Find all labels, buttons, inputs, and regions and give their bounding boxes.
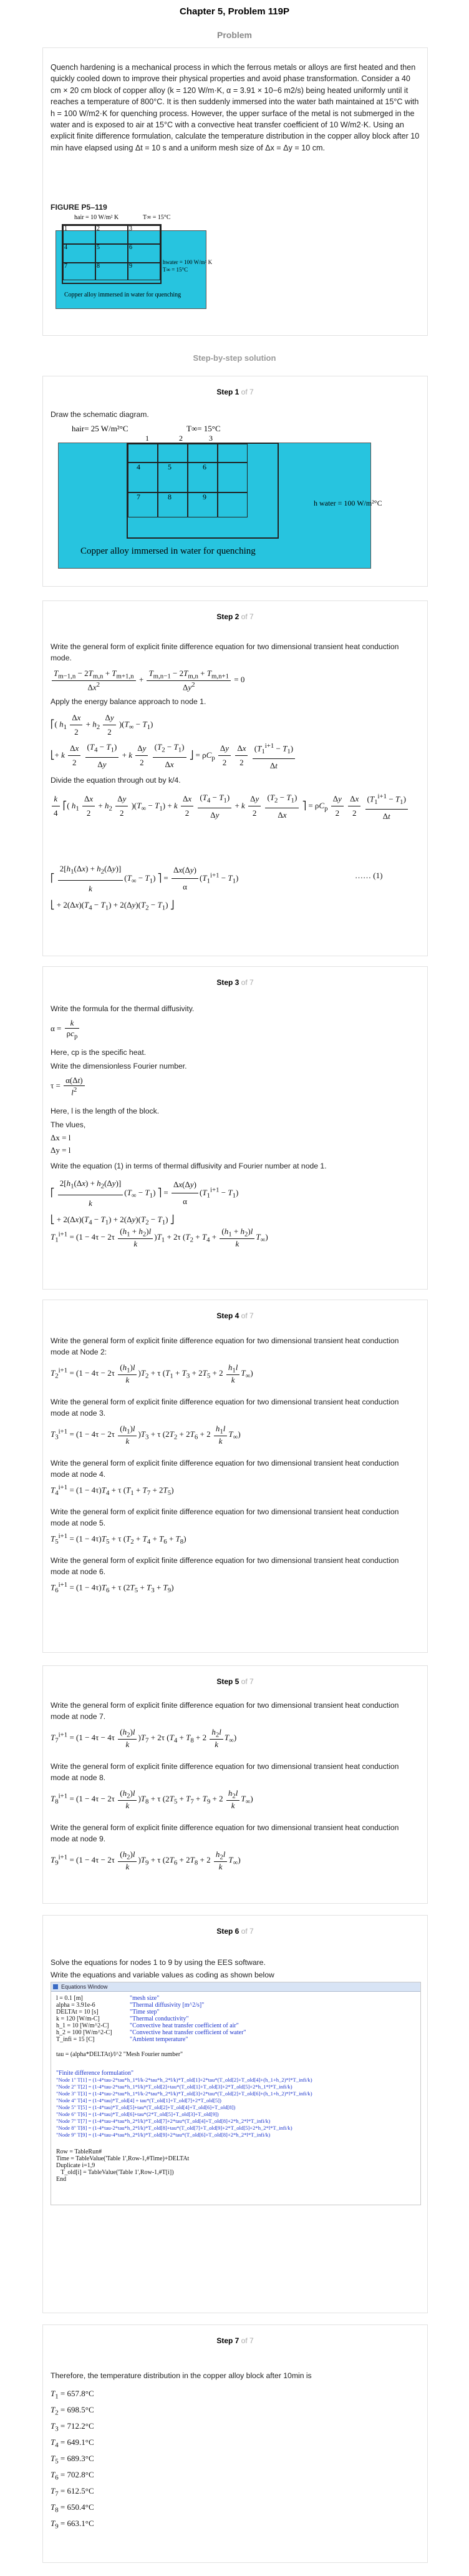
step-text: The vlues, xyxy=(51,1120,86,1129)
step-text: Write the general form of explicit finite difference equation for two dimensional transient heat conduction mode at node 6. xyxy=(51,1556,399,1576)
figure-caption: Copper alloy immersed in water for quenching xyxy=(64,291,181,298)
code-comment: "Thermal conductivity" xyxy=(130,2015,189,2022)
problem-figure xyxy=(56,214,218,314)
step-title: Step 3 of 7 xyxy=(216,978,254,987)
node-label: 9 xyxy=(203,492,206,501)
step-text: Write the equations and variable values as coding as shown below xyxy=(51,1971,274,1979)
step-title: Step 4 of 7 xyxy=(216,1311,254,1320)
code-line: T_old[i] = TableValue('Table 1',Row-1,#T[i]) xyxy=(56,2169,174,2176)
figure-label: FIGURE P5–119 xyxy=(51,203,107,212)
code-line: Time = TableValue('Table 1',Row-1,#Time)+DELTAt xyxy=(56,2155,190,2162)
node-label: 2 xyxy=(179,434,183,443)
schematic-caption: Copper alloy immersed in water for quenching xyxy=(80,546,256,556)
figure-h-water: hwater = 100 W/m² K xyxy=(163,259,213,265)
figure-t-inf: T∞ = 15°C xyxy=(143,214,171,221)
step-1-card xyxy=(42,376,428,587)
equation: $T_3^{i+1} = (1 - 4\tau - 2\tau$ $\frac{(h_1)l}{k}$ )$T_3 + \tau$ ($2T_2 + 2T_6 + 2$ $\frac{h_1l}{k}$ $T_\infty$) xyxy=(51,1424,241,1446)
result-item: $T_4 = 649.1^\circ C$ xyxy=(51,2437,94,2449)
step-text: Here, cp is the specific heat. xyxy=(51,1048,147,1057)
equation: $T_7^{i+1} = (1 - 4\tau - 4\tau$ $\frac{(h_2)l}{k}$ )$T_7 + 2\tau$ ($T_4 + T_8 + 2$ $\frac{h_2l}{k}$ $T_\infty$) xyxy=(51,1727,237,1749)
code-line: "Node 8" T[8] = (1-4*tau-2*tau*h_2*l/k)*T_old[8]+tau*(T_old[7]+T_old[9]+2*T_old[5]+2*h_2*l*T_infi/k) xyxy=(56,2125,293,2131)
result-item: $T_3 = 712.2^\circ C$ xyxy=(51,2421,94,2433)
step-text: Write the general form of explicit finite difference equation for two dimensional transient heat conduction mode at node 5. xyxy=(51,1507,399,1527)
equation: $T_8^{i+1} = (1 - 4\tau - 2\tau$ $\frac{(h_2)l}{k}$ )$T_8 + \tau$ ($2T_5 + T_7 + T_9 + 2$ $\frac{h_2l}{k}$ $T_\infty$) xyxy=(51,1788,253,1810)
equation: τ = $\frac{\alpha(\Delta t)}{l^2}$ xyxy=(51,1075,86,1097)
step-text: Write the general form of explicit finite difference equation for two dimensional transient heat conduction mode at node 3. xyxy=(51,1398,399,1418)
node-label: 1 xyxy=(145,434,149,443)
code-line: DELTAt = 10 [s] xyxy=(56,2009,99,2015)
node-label: 1 xyxy=(64,225,67,232)
copper-grid xyxy=(62,224,162,284)
step-text: Write the general form of explicit finite difference equation for two dimensional transient heat conduction mode at Node 2: xyxy=(51,1336,399,1356)
node-label: 6 xyxy=(129,244,132,251)
step-text: Write the formula for the thermal diffusivity. xyxy=(51,1004,195,1013)
step-text: Write the general form of explicit finite difference equation for two dimensional transient heat conduction mode. xyxy=(51,642,399,662)
result-item: $T_9 = 663.1^\circ C$ xyxy=(51,2519,94,2530)
equation: ⎡( $h_1$ $\frac{\Delta x}{2}$ + $h_2$ $\frac{\Delta y}{2}$ )$(T_\infty - T_1)$ ⎣+ k $\frac{\Delta x}{2}$ $\frac{(T_4 - T_1)}{\Delta y}$ + k $\frac{\Delta y}{2}$ $\frac{(T_2 - T_1)}{\Delta x}$ ⎦ = $\rho C_p$ $\frac{\Delta y}{2}$ $\frac{\Delta x}{2}$ $\frac{(T_1^{i+1} - T_1)}{\Delta t}$ xyxy=(51,711,296,773)
step-text: Write the general form of explicit finite difference equation for two dimensional transient heat conduction mode at node 4. xyxy=(51,1459,399,1479)
figure-h-air: hair = 10 W/m² K xyxy=(74,214,119,221)
h-water-label: h water = 100 W/m²°C xyxy=(314,499,382,507)
equations-window-icon xyxy=(53,1984,58,1989)
code-line: "Node 4" T[4] = (1-4*tau)*T_old[4] + tau*(T_old[1]+T_old[7]+2*T_old[5]) xyxy=(56,2097,221,2103)
step-title: Step 1 of 7 xyxy=(216,388,254,396)
step-3-card xyxy=(42,966,428,1290)
code-line: k = 120 [W/m-C] xyxy=(56,2015,100,2022)
result-item: $T_7 = 612.5^\circ C$ xyxy=(51,2486,94,2498)
code-line: "Node 2" T[2] = (1-4*tau-2*tau*h_1*l/k)*T_old[2]+tau*(T_old[1]+T_old[3]+2*T_old[5]+2*h_1*l*T_infi/k) xyxy=(56,2084,293,2090)
step-text: Write the general form of explicit finite difference equation for two dimensional transient heat conduction mode at node 8. xyxy=(51,1762,399,1782)
step-text: Divide the equation through out by k/4. xyxy=(51,776,181,785)
solution-heading: Step-by-step solution xyxy=(193,353,276,363)
equation: $T_5^{i+1} = (1 - 4\tau)T_5 + \tau$ $(T_2 + T_4 + T_6 + T_8)$ xyxy=(51,1532,186,1545)
step-title: Step 7 of 7 xyxy=(216,2336,254,2345)
equation: $\frac{k}{4}$ ⎡( $h_1$ $\frac{\Delta x}{2}$ + $h_2$ $\frac{\Delta y}{2}$ )$(T_\infty - T_1) + k$ $\frac{\Delta x}{2}$ $\frac{(T_4 - T_1)}{\Delta y}$ + k $\frac{\Delta y}{2}$ $\frac{(T_2 - T_1)}{\Delta x}$ ⎤ = $\rho C_p$ $\frac{\Delta y}{2}$ $\frac{\Delta x}{2}$ $\frac{(T_1^{i+1} - T_1)}{\Delta t}$ xyxy=(51,790,409,823)
result-item: $T_2 = 698.5^\circ C$ xyxy=(51,2405,94,2417)
code-line: h_2 = 100 [W/m^2-C] xyxy=(56,2029,112,2036)
step-title: Step 5 of 7 xyxy=(216,1677,254,1686)
ees-equations-window[interactable] xyxy=(51,1982,421,2205)
step-7-card xyxy=(42,2324,428,2563)
equation: $\frac{T_{m-1,n} - 2T_{m,n} + T_{m+1,n}}{\Delta x^2}$ + $\frac{T_{m,n-1} - 2T_{m,n} + T_{m,n+1}}{\Delta y^2}$ = 0 xyxy=(51,668,244,692)
code-comment: "Time step" xyxy=(130,2009,160,2015)
step-text: Write the dimensionless Fourier number. xyxy=(51,1062,187,1070)
equation: Δy = l xyxy=(51,1145,71,1155)
result-item: $T_8 = 650.4^\circ C$ xyxy=(51,2502,94,2514)
node-label: 5 xyxy=(168,463,172,471)
node-label: 5 xyxy=(97,244,100,251)
problem-card xyxy=(42,47,428,336)
step-title: Step 2 of 7 xyxy=(216,612,254,621)
code-line: tau = (alpha*DELTAt)/l^2 "Mesh Fourier number" xyxy=(56,2051,183,2058)
equation: ⎡ $\frac{2[h_1(\Delta x) + h_2(\Delta y)]}{k}$ $(T_\infty - T_1)$ ⎤ = $\frac{\Delta x(\Delta y)}{\alpha}$ $(T_1^{i+1} - T_1)$ ⎣ + $2(\Delta x)(T_4 - T_1) + 2(\Delta y)(T_2 - T_1)$ ⎦ xyxy=(51,1175,238,1230)
problem-heading: Problem xyxy=(216,30,252,40)
step-text: Therefore, the temperature distribution in the copper alloy block after 10min is xyxy=(51,2371,312,2380)
node-label: 6 xyxy=(203,463,206,471)
problem-text: Quench hardening is a mechanical process in which the ferrous metals or alloys are first heated and then quickly cooled down to improve their physical properties and avoid phase transformation. Consider a 40 cm × 20 cm block of copper alloy (k = 120 W/m·K, α = 3.91 × 10−6 m2/s) being heated uniformly until it reaches a temperature of 800°C. It is then suddenly immersed into the water bath maintained at 15°C with h = 100 W/m2·K for quenching process. However, the upper surface of the metal is not submerged in the water and is exposed to air at 15°C with a convective heat transfer coefficient of 10 W/m2·K. Using an explicit finite difference formulation, calculate the temperature distribution in the copper alloy block after 10 min have elapsed using Δt = 10 s and a uniform mesh size of Δx = Δy = 10 cm. xyxy=(51,63,420,152)
code-line: "Node 1" T[1] = (1-4*tau-2*tau*h_1*l/k-2*tau*h_2*l/k)*T_old[1]+2*tau*(T_old[2]+T_old[4]+(h_1+h_2)*l*T_infi/k) xyxy=(56,2077,312,2083)
equation: α = $\frac{k}{\rho c_p}$ xyxy=(51,1018,80,1041)
code-line: "Node 7" T[7] = (1-4*tau-4*tau*h_2*l/k)*T_old[7]+2*tau*(T_old[4]+T_old[8]+2*h_2*l*T_infi/k) xyxy=(56,2118,271,2124)
step-text: Draw the schematic diagram. xyxy=(51,410,149,419)
step-6-card xyxy=(42,1915,428,2313)
node-label: 8 xyxy=(97,263,100,270)
code-comment: "Thermal diffusivity [m^2/s]" xyxy=(130,2002,205,2009)
h-air-label: hair= 25 W/m²°C xyxy=(72,424,128,433)
step-text: Write the general form of explicit finite difference equation for two dimensional transient heat conduction mode at node 7. xyxy=(51,1701,399,1721)
result-item: $T_5 = 689.3^\circ C$ xyxy=(51,2454,94,2466)
equation: $T_1^{i+1} = (1 - 4\tau - 2\tau$ $\frac{(h_1 + h_2)l}{k}$ )$T_1 + 2\tau$ ($T_2 + T_4$ + $\frac{(h_1 + h_2)l}{k}$ $T_\infty$) xyxy=(51,1227,268,1248)
code-line: Row = TableRun# xyxy=(56,2148,102,2155)
step-text: Write the equation (1) in terms of thermal diffusivity and Fourier number at node 1. xyxy=(51,1162,327,1170)
equation: $T_9^{i+1} = (1 - 4\tau - 2\tau$ $\frac{(h_2)l}{k}$ )$T_9 + \tau$ ($2T_6 + 2T_8 + 2$ $\frac{h_2l}{k}$ $T_\infty$) xyxy=(51,1849,241,1871)
page-title: Chapter 5, Problem 119P xyxy=(180,6,289,17)
node-label: 4 xyxy=(64,244,67,251)
node-label: 9 xyxy=(129,263,132,270)
node-label: 7 xyxy=(64,263,67,270)
result-item: $T_6 = 702.8^\circ C$ xyxy=(51,2470,94,2482)
node-label: 8 xyxy=(168,492,172,501)
code-line: "Node 6" T[6] = (1-4*tau)*T_old[6]+tau*(2*T_old[5]+T_old[3]+T_old[9]) xyxy=(56,2111,219,2117)
step-text: Here, l is the length of the block. xyxy=(51,1107,160,1115)
code-line: alpha = 3.91e-6 xyxy=(56,2002,95,2009)
equation: $T_4^{i+1} = (1 - 4\tau)T_4 + \tau$ $(T_1 + T_7 + 2T_5)$ xyxy=(51,1484,174,1497)
equation: $T_6^{i+1} = (1 - 4\tau)T_6 + \tau$ $(2T_5 + T_3 + T_9)$ xyxy=(51,1581,174,1594)
ees-title-bar: Equations Window xyxy=(51,1982,420,1992)
step-text: Solve the equations for nodes 1 to 9 by using the EES software. xyxy=(51,1958,266,1967)
step-text: Write the general form of explicit finite difference equation for two dimensional transient heat conduction mode at node 9. xyxy=(51,1823,399,1843)
copper-grid xyxy=(127,443,279,539)
t-inf-label: T∞= 15°C xyxy=(186,424,221,433)
code-line: Duplicate i=1,9 xyxy=(56,2162,95,2169)
node-label: 3 xyxy=(209,434,213,443)
code-line: h_1 = 10 [W/m^2-C] xyxy=(56,2022,109,2029)
equation: Δx = l xyxy=(51,1133,71,1142)
code-line: T_infi = 15 [C] xyxy=(56,2036,95,2043)
step-5-card xyxy=(42,1665,428,1904)
equation: ⎡ $\frac{2[h_1(\Delta x) + h_2(\Delta y)]}{k}$ $(T_\infty - T_1)$ ⎤ = $\frac{\Delta x(\Delta y)}{\alpha}$ $(T_1^{i+1} - T_1)$ ⎣ + $2(\Delta x)(T_4 - T_1) + 2(\Delta y)(T_2 - T_1)$ ⎦ xyxy=(51,861,238,916)
node-label: 4 xyxy=(137,463,140,471)
result-item: $T_1 = 657.8^\circ C$ xyxy=(51,2389,94,2401)
code-comment: "mesh size" xyxy=(130,1995,160,2002)
code-line: "Node 3" T[3] = (1-4*tau-2*tau*h_1*l/k-2*tau*h_2*l/k)*T_old[3]+2*tau*(T_old[2]+T_old[6]+(h_1+h_2)*l*T_infi/k) xyxy=(56,2090,312,2097)
code-comment: "Ambient temperature" xyxy=(130,2036,188,2043)
code-line: "Node 9" T[9] = (1-4*tau-4*tau*h_2*l/k)*T_old[9]+2*tau*(T_old[6]+T_old[8]+2*h_2*l*T_infi/k) xyxy=(56,2132,271,2138)
code-comment: "Convective heat transfer coefficient of water" xyxy=(130,2029,246,2036)
node-label: 3 xyxy=(129,225,132,232)
node-label: 7 xyxy=(137,492,140,501)
step-4-card xyxy=(42,1300,428,1653)
code-comment: "Finite difference formulation" xyxy=(56,2070,134,2077)
figure-t-inf-water: T∞ = 15°C xyxy=(163,267,188,273)
step-text: Apply the energy balance approach to node 1. xyxy=(51,697,206,706)
code-comment: "Convective heat transfer coefficient of air" xyxy=(130,2022,239,2029)
code-line: End xyxy=(56,2176,67,2183)
code-line: l = 0.1 [m] xyxy=(56,1995,83,2002)
equation-number: …… (1) xyxy=(355,871,383,880)
code-line: "Node 5" T[5] = (1-4*tau)*T_old[5]+tau*(T_old[2]+T_old[4]+T_old[6]+T_old[8]) xyxy=(56,2104,236,2110)
step-2-card xyxy=(42,600,428,956)
step-title: Step 6 of 7 xyxy=(216,1927,254,1936)
schematic-diagram xyxy=(58,424,382,574)
equation: $T_2^{i+1} = (1 - 4\tau - 2\tau$ $\frac{(h_1)l}{k}$ )$T_2 + \tau$ ($T_1 + T_3 + 2T_5 + 2$ $\frac{h_1l}{k}$ $T_\infty$) xyxy=(51,1363,253,1384)
node-label: 2 xyxy=(97,225,100,232)
